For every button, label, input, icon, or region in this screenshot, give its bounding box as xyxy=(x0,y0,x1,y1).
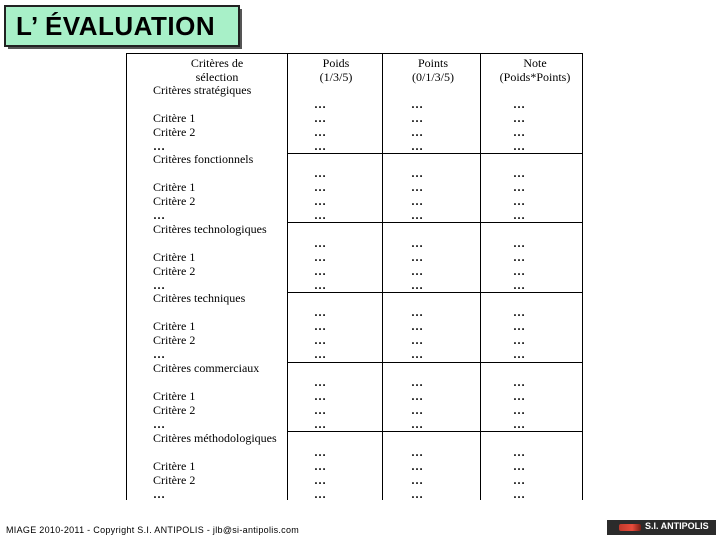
column-divider xyxy=(382,54,383,500)
row-divider xyxy=(287,362,582,363)
more-criteria-ellipsis: … xyxy=(153,347,165,361)
section-heading: Critères technologiques xyxy=(153,222,267,236)
weight-placeholder: … xyxy=(314,375,326,389)
note-placeholder: … xyxy=(513,236,525,250)
spacer xyxy=(153,445,277,459)
logo-text: S.I. ANTIPOLIS xyxy=(645,521,709,531)
points-value-column xyxy=(397,305,437,361)
points-placeholder: … xyxy=(411,319,423,333)
criterion-label: Critère 1 xyxy=(153,180,196,194)
points-placeholder: … xyxy=(411,389,423,403)
points-placeholder: … xyxy=(411,111,423,125)
points-placeholder: … xyxy=(411,403,423,417)
note-placeholder: … xyxy=(513,166,525,180)
evaluation-table xyxy=(126,53,583,500)
note-placeholder: … xyxy=(513,403,525,417)
weight-placeholder: … xyxy=(314,264,326,278)
points-placeholder: … xyxy=(411,333,423,347)
criteria-section xyxy=(153,361,259,431)
points-placeholder: … xyxy=(411,166,423,180)
weight-placeholder: … xyxy=(314,305,326,319)
points-placeholder: … xyxy=(411,473,423,487)
weight-placeholder: … xyxy=(314,97,326,111)
note-value-column xyxy=(499,375,539,431)
spacer xyxy=(153,305,245,319)
points-placeholder: … xyxy=(411,236,423,250)
section-heading: Critères stratégiques xyxy=(153,83,252,97)
spacer xyxy=(153,97,251,111)
weight-placeholder: … xyxy=(314,236,326,250)
header-criteria: Critères de sélection xyxy=(190,56,244,84)
weight-placeholder: … xyxy=(314,208,326,222)
note-placeholder: … xyxy=(513,264,525,278)
weight-value-column xyxy=(300,97,340,153)
note-placeholder: … xyxy=(513,139,525,153)
section-heading: Critères techniques xyxy=(153,291,246,305)
weight-value-column xyxy=(300,236,340,292)
weight-placeholder: … xyxy=(314,473,326,487)
note-placeholder: … xyxy=(513,375,525,389)
criterion-label: Critère 1 xyxy=(153,111,196,125)
criteria-section xyxy=(153,222,267,292)
criterion-label: Critère 1 xyxy=(153,459,196,473)
points-placeholder: … xyxy=(411,97,423,111)
points-placeholder: … xyxy=(411,125,423,139)
weight-placeholder: … xyxy=(314,445,326,459)
note-placeholder: … xyxy=(513,97,525,111)
weight-placeholder: … xyxy=(314,180,326,194)
weight-placeholder: … xyxy=(314,347,326,361)
criterion-label: Critère 2 xyxy=(153,194,196,208)
note-placeholder: … xyxy=(513,445,525,459)
more-criteria-ellipsis: … xyxy=(153,139,165,153)
points-placeholder: … xyxy=(411,347,423,361)
criterion-label: Critère 2 xyxy=(153,125,196,139)
points-placeholder: … xyxy=(411,194,423,208)
weight-placeholder: … xyxy=(314,139,326,153)
logo-mark-icon xyxy=(619,524,641,531)
more-criteria-ellipsis: … xyxy=(153,487,165,501)
note-placeholder: … xyxy=(513,487,525,501)
points-placeholder: … xyxy=(411,445,423,459)
weight-placeholder: … xyxy=(314,319,326,333)
points-placeholder: … xyxy=(411,305,423,319)
slide-title-banner xyxy=(4,5,242,49)
criteria-section xyxy=(153,291,245,361)
weight-placeholder: … xyxy=(314,194,326,208)
column-divider xyxy=(480,54,481,500)
note-placeholder: … xyxy=(513,389,525,403)
spacer xyxy=(153,375,259,389)
weight-value-column xyxy=(300,375,340,431)
section-heading: Critères commerciaux xyxy=(153,361,260,375)
footer-copyright: MIAGE 2010-2011 - Copyright S.I. ANTIPOLIS - jlb@si-antipolis.com xyxy=(6,525,300,535)
weight-placeholder: … xyxy=(314,459,326,473)
weight-value-column xyxy=(300,166,340,222)
note-value-column xyxy=(499,305,539,361)
note-placeholder: … xyxy=(513,194,525,208)
criterion-label: Critère 2 xyxy=(153,473,196,487)
note-placeholder: … xyxy=(513,111,525,125)
points-placeholder: … xyxy=(411,208,423,222)
note-placeholder: … xyxy=(513,208,525,222)
weight-placeholder: … xyxy=(314,125,326,139)
spacer xyxy=(153,166,253,180)
header-points: Points (0/1/3/5) xyxy=(412,56,454,84)
weight-placeholder: … xyxy=(314,417,326,431)
weight-placeholder: … xyxy=(314,389,326,403)
header-note: Note (Poids*Points) xyxy=(499,56,571,84)
weight-placeholder: … xyxy=(314,278,326,292)
section-heading: Critères méthodologiques xyxy=(153,431,277,445)
note-placeholder: … xyxy=(513,305,525,319)
points-value-column xyxy=(397,97,437,153)
weight-placeholder: … xyxy=(314,403,326,417)
section-heading: Critères fonctionnels xyxy=(153,152,254,166)
note-value-column xyxy=(499,166,539,222)
note-placeholder: … xyxy=(513,319,525,333)
more-criteria-ellipsis: … xyxy=(153,208,165,222)
points-placeholder: … xyxy=(411,417,423,431)
points-placeholder: … xyxy=(411,487,423,501)
more-criteria-ellipsis: … xyxy=(153,278,165,292)
weight-value-column xyxy=(300,445,340,501)
weight-placeholder: … xyxy=(314,333,326,347)
criteria-section xyxy=(153,431,277,501)
points-value-column xyxy=(397,166,437,222)
note-placeholder: … xyxy=(513,125,525,139)
note-value-column xyxy=(499,445,539,501)
criterion-label: Critère 2 xyxy=(153,403,196,417)
criterion-label: Critère 2 xyxy=(153,333,196,347)
row-divider xyxy=(287,431,582,432)
column-divider xyxy=(287,54,288,500)
note-placeholder: … xyxy=(513,347,525,361)
criterion-label: Critère 1 xyxy=(153,250,196,264)
slide-title: L’ ÉVALUATION xyxy=(16,11,216,41)
title-box xyxy=(4,5,240,47)
criteria-section xyxy=(153,83,251,153)
note-value-column xyxy=(499,236,539,292)
weight-placeholder: … xyxy=(314,111,326,125)
note-placeholder: … xyxy=(513,250,525,264)
note-placeholder: … xyxy=(513,180,525,194)
row-divider xyxy=(287,292,582,293)
row-divider xyxy=(287,222,582,223)
points-placeholder: … xyxy=(411,250,423,264)
weight-placeholder: … xyxy=(314,250,326,264)
note-placeholder: … xyxy=(513,459,525,473)
points-value-column xyxy=(397,445,437,501)
points-placeholder: … xyxy=(411,139,423,153)
note-value-column xyxy=(499,97,539,153)
note-placeholder: … xyxy=(513,473,525,487)
criterion-label: Critère 1 xyxy=(153,319,196,333)
criterion-label: Critère 2 xyxy=(153,264,196,278)
points-value-column xyxy=(397,236,437,292)
weight-value-column xyxy=(300,305,340,361)
spacer xyxy=(153,236,267,250)
note-placeholder: … xyxy=(513,417,525,431)
points-placeholder: … xyxy=(411,180,423,194)
points-placeholder: … xyxy=(411,375,423,389)
header-weight: Poids (1/3/5) xyxy=(319,56,353,84)
points-placeholder: … xyxy=(411,278,423,292)
points-placeholder: … xyxy=(411,459,423,473)
weight-placeholder: … xyxy=(314,487,326,501)
more-criteria-ellipsis: … xyxy=(153,417,165,431)
row-divider xyxy=(287,153,582,154)
weight-placeholder: … xyxy=(314,166,326,180)
criterion-label: Critère 1 xyxy=(153,389,196,403)
criteria-section xyxy=(153,152,253,222)
company-logo xyxy=(607,520,716,535)
note-placeholder: … xyxy=(513,278,525,292)
points-value-column xyxy=(397,375,437,431)
points-placeholder: … xyxy=(411,264,423,278)
note-placeholder: … xyxy=(513,333,525,347)
